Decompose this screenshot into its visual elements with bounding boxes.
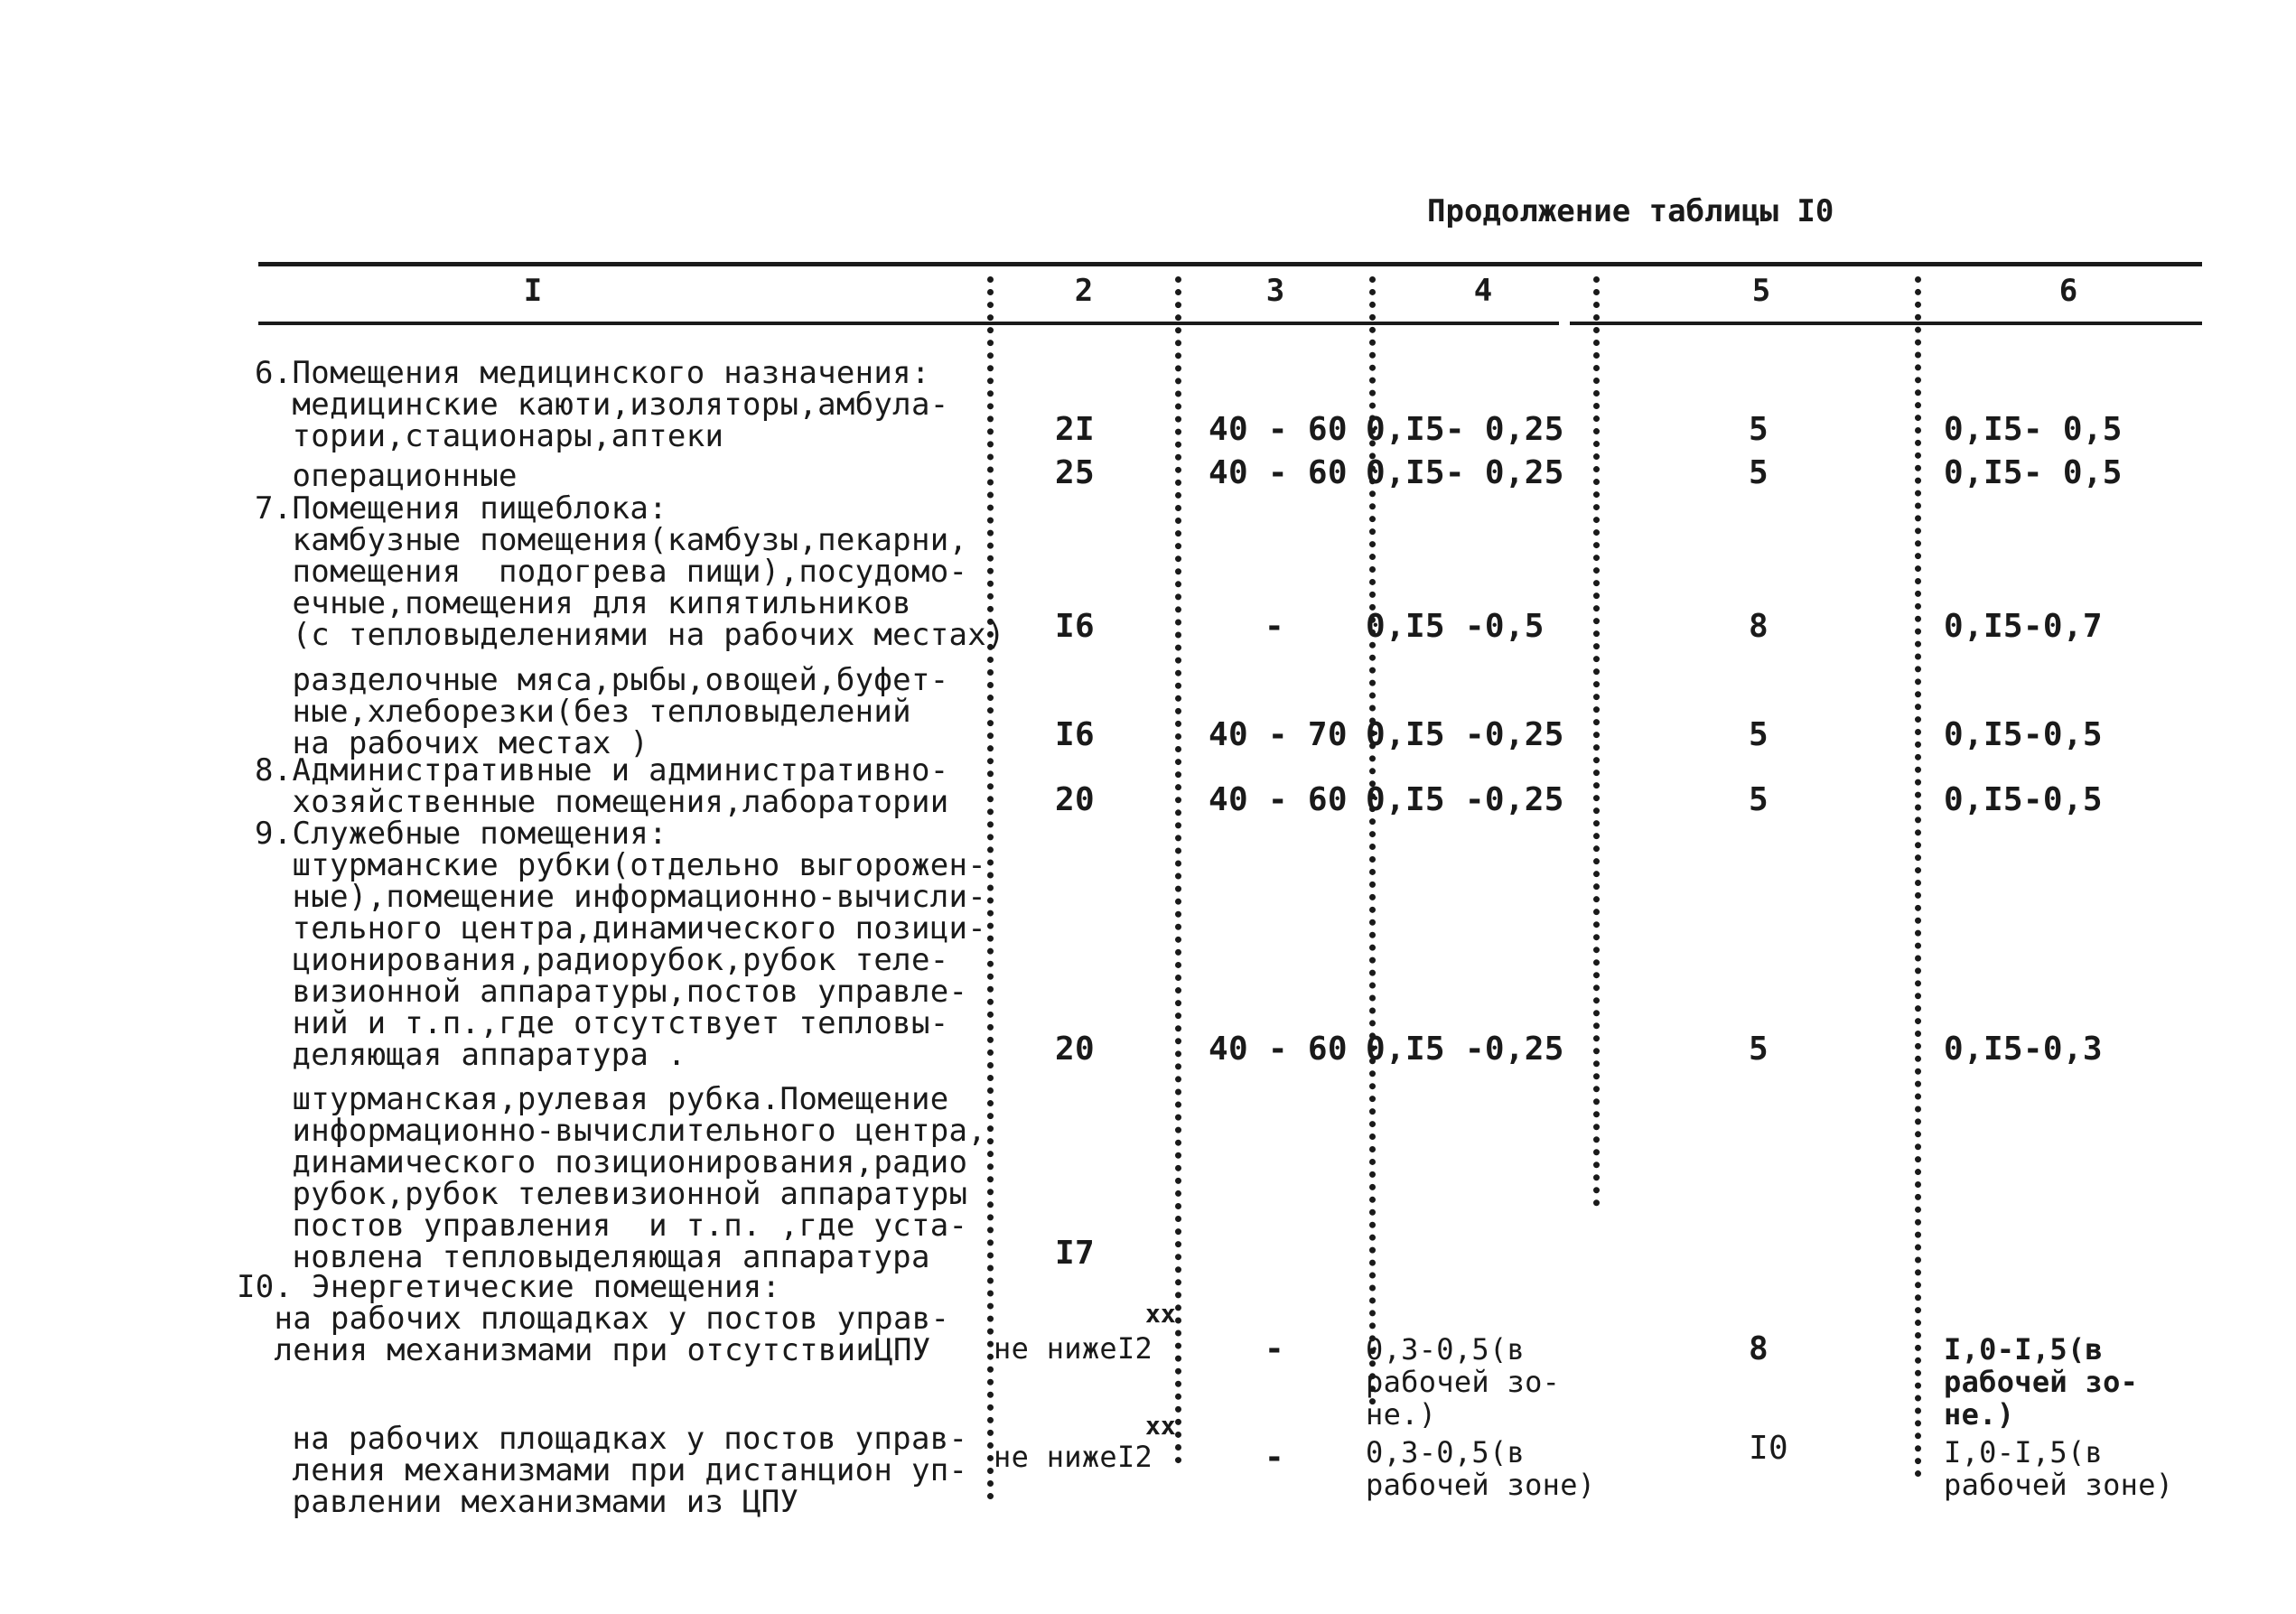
table-top-rule [258, 262, 2202, 266]
table-row-operating-col5: 5 [1749, 454, 1769, 491]
table-row-7-col3: - [1265, 608, 1284, 645]
table-row-cutting-col3: 40 - 70 [1209, 716, 1348, 753]
table-row-8-col4: 0,I5 -0,25 [1366, 781, 1564, 818]
column-header-4: 4 [1473, 273, 1493, 309]
table-row-7-col5: 8 [1749, 608, 1769, 645]
table-row-operating-name: операционные [255, 458, 518, 494]
table-row-9-name: 9.Служебные помещения: штурманские рубки(отдельно выгорожен- ные),помещение информационно-вычисли- тельного центра,динамического позици- ционирования,радиорубок,рубок теле- визионной аппаратуры,постов управле- ний и т.п.,где отсутствует тепловы- деляющая аппаратура . [255, 816, 987, 1073]
table-row-7-col2: I6 [1055, 608, 1095, 645]
table-row-10-col6: I,0-I,5(в рабочей зо- не.) [1944, 1332, 2139, 1432]
table-header-rule-right [1570, 322, 2202, 325]
table-row-6-col6: 0,I5- 0,5 [1944, 411, 2123, 448]
table-row-8-col2: 20 [1055, 781, 1095, 818]
table-row-6-col2: 2I [1055, 411, 1095, 448]
table-row-9-col3: 40 - 60 [1209, 1031, 1348, 1068]
table-row-operating-col3: 40 - 60 [1209, 454, 1348, 491]
table-row-cutting-col4: 0,I5 -0,25 [1366, 716, 1564, 753]
table-row-cutting-col5: 5 [1749, 716, 1769, 753]
table-header-rule-left [258, 322, 1559, 325]
table-row-bridge-col2: I7 [1055, 1235, 1095, 1272]
table-row-bridge-name: штурманская,рулевая рубка.Помещение информационно-вычислительного центра, динамического позиционирования,радио рубок,рубок телевизионной аппаратуры постов управления и т.п. ,где уста- новлена тепловыделяющая аппаратура [292, 1081, 987, 1275]
table-row-cutting-name: разделочные мяса,рыбы,овощей,буфет- ные,хлеборезки(без тепловыделений на рабочих местах ) [292, 662, 949, 761]
table-row-9-col4: 0,I5 -0,25 [1366, 1031, 1564, 1068]
table-row-cutting-col2: I6 [1055, 716, 1095, 753]
table-row-7-name: 7.Помещения пищеблока: камбузные помещения(камбузы,пекарни, помещения подогрева пищи),посудомо- ечные,помещения для кипятильников (с тепловыделениями на рабочих местах) [255, 490, 1005, 653]
table-row-8-col5: 5 [1749, 781, 1769, 818]
table-row-operating-col2: 25 [1055, 454, 1095, 491]
table-row-10b-footnote-mark: xx [1145, 1411, 1176, 1441]
column-separator [1915, 276, 1921, 1478]
column-header-3: 3 [1265, 273, 1285, 309]
table-row-6-name: 6.Помещения медицинского назначения: медицинские каюти,изоляторы,амбула- тории,стационары,аптеки [255, 355, 949, 454]
table-row-8-col3: 40 - 60 [1209, 781, 1348, 818]
table-row-operating-col6: 0,I5- 0,5 [1944, 454, 2123, 491]
table-row-6-col3: 40 - 60 [1209, 411, 1348, 448]
table-row-10-col2: не нижеI2 [994, 1331, 1153, 1366]
column-separator [987, 276, 994, 1500]
table-row-10-col4: 0,3-0,5(в рабочей зо- не.) [1366, 1332, 1561, 1432]
table-row-9-col5: 5 [1749, 1031, 1769, 1068]
column-header-6: 6 [2058, 273, 2078, 309]
column-separator [1593, 276, 1600, 1207]
table-row-8-col6: 0,I5-0,5 [1944, 781, 2103, 818]
table-row-cutting-col6: 0,I5-0,5 [1944, 716, 2103, 753]
table-row-7-col4: 0,I5 -0,5 [1366, 608, 1545, 645]
table-row-9-col2: 20 [1055, 1031, 1095, 1068]
table-row-6-col5: 5 [1749, 411, 1769, 448]
table-row-10-footnote-mark: xx [1145, 1299, 1176, 1329]
column-header-2: 2 [1074, 273, 1094, 309]
table-row-10b-col5: I0 [1749, 1430, 1788, 1467]
table-row-10-col5: 8 [1749, 1330, 1769, 1367]
table-row-10b-col4: 0,3-0,5(в рабочей зоне) [1366, 1435, 1596, 1502]
table-row-10-name: I0. Энергетические помещения: на рабочих площадках у постов управ- ления механизмами при отсутствииЦПУ [237, 1269, 950, 1368]
table-row-6-col4: 0,I5- 0,25 [1366, 411, 1564, 448]
table-row-10b-col3: - [1265, 1439, 1284, 1476]
column-header-5: 5 [1751, 273, 1771, 309]
table-row-10b-col2: не нижеI2 [994, 1440, 1153, 1474]
table-caption: Продолжение таблицы I0 [1427, 193, 1834, 229]
column-header-1: I [523, 273, 543, 309]
table-row-operating-col4: 0,I5- 0,25 [1366, 454, 1564, 491]
table-row-10b-name: на рабочих площадках у постов управ- ления механизмами при дистанцион уп- равлении механизмами из ЦПУ [292, 1421, 968, 1520]
column-separator [1175, 276, 1181, 1464]
table-row-10b-col6: I,0-I,5(в рабочей зоне) [1944, 1435, 2174, 1502]
table-row-9-col6: 0,I5-0,3 [1944, 1031, 2103, 1068]
table-row-8-name: 8.Административные и административно- хозяйственные помещения,лаборатории [255, 752, 949, 820]
table-row-10-col3: - [1265, 1330, 1284, 1367]
table-row-7-col6: 0,I5-0,7 [1944, 608, 2103, 645]
